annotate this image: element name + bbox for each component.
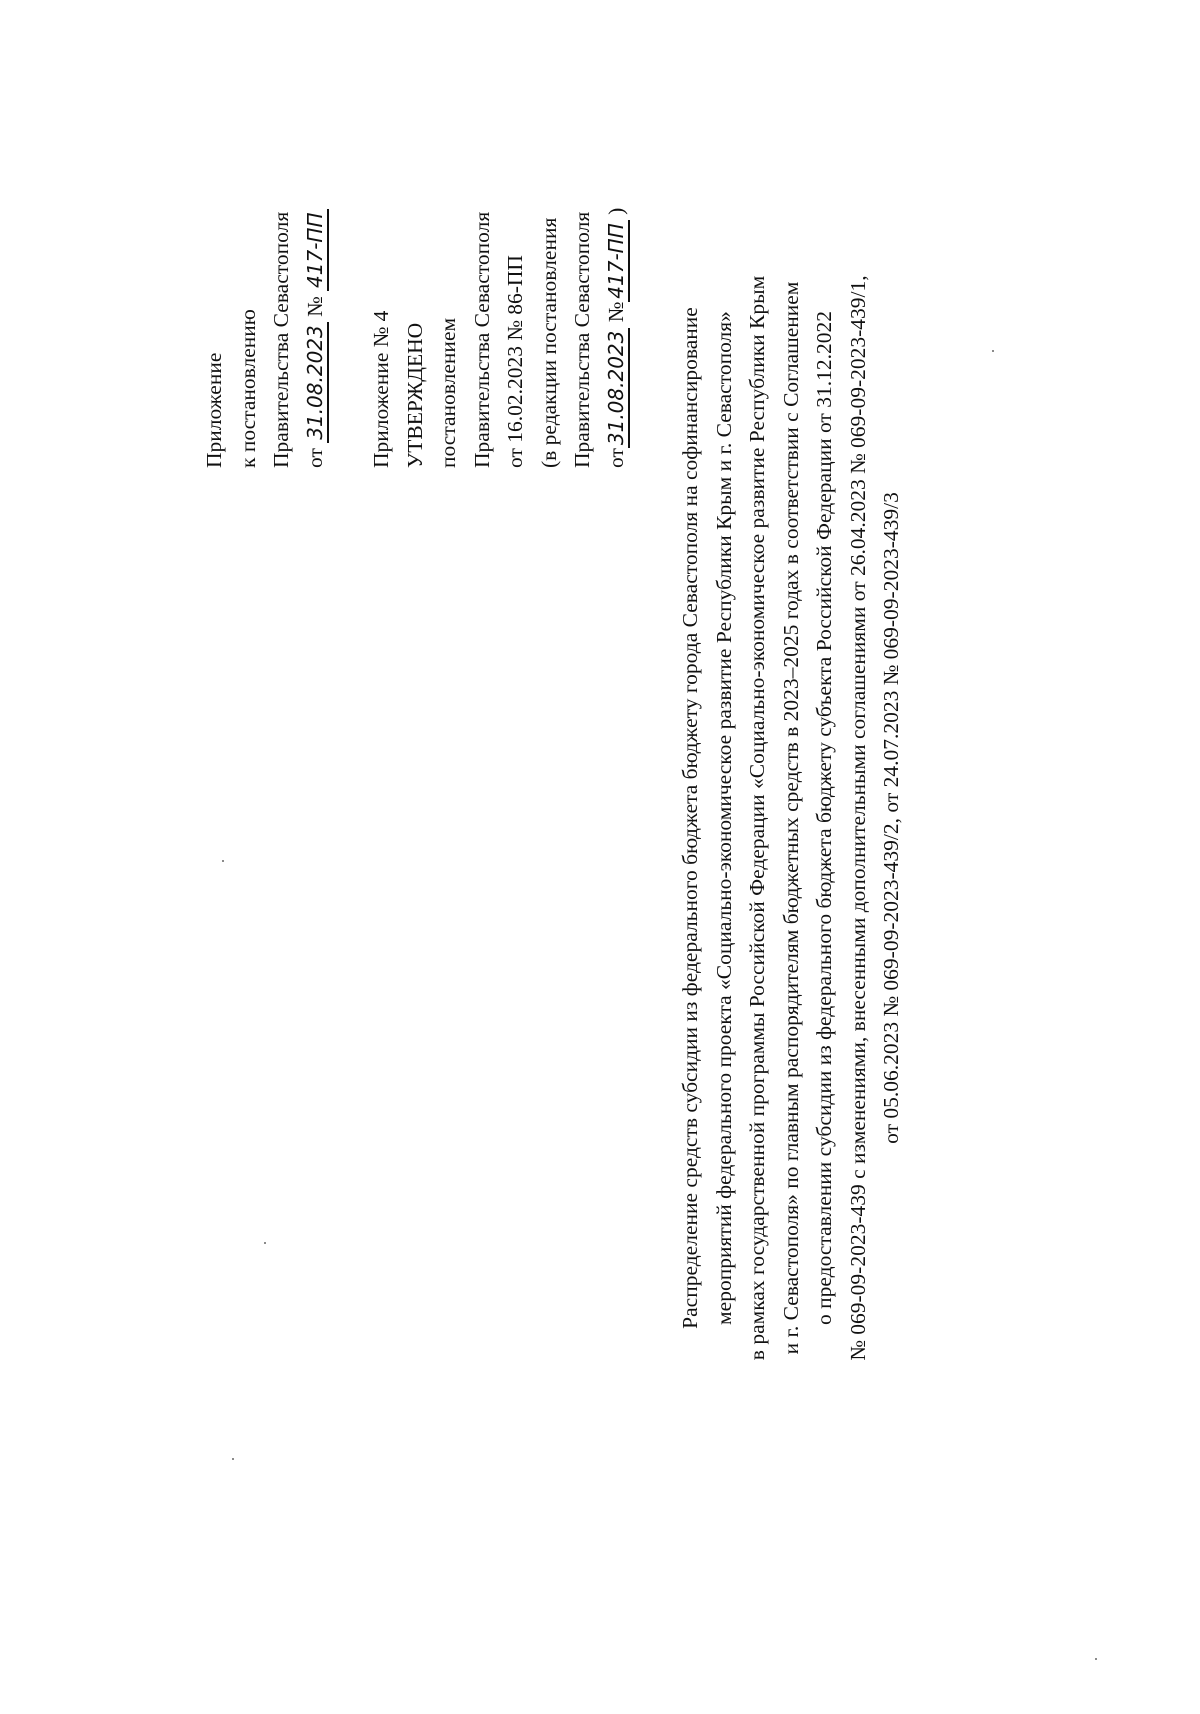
number-sign: №	[302, 296, 327, 317]
handwritten-date: 31.08.2023	[604, 328, 630, 449]
number-sign: №	[603, 301, 628, 323]
handwritten-number: 417-ПП	[303, 210, 329, 291]
handwritten-date: 31.08.2023	[303, 322, 329, 443]
approval-line: Приложение	[202, 352, 226, 468]
title-line: № 069-09-2023-439 с изменениями, внесенными дополнительными соглашениями от 26.04.2023 № 069-09-2023-439/1,	[845, 275, 870, 1361]
approval-line: Правительства Севастополя	[269, 211, 293, 468]
approval-line: от 16.02.2023 № 86-ПП	[503, 255, 527, 468]
approval-date-line	[299, 208, 333, 468]
approval-line: к постановлению	[235, 309, 260, 468]
approval-line: постановлением	[436, 317, 460, 468]
scan-speck	[264, 1242, 266, 1244]
title-line: от 05.06.2023 № 069-09-2023-439/2, от 24.07.2023 № 069-09-2023-439/3	[879, 492, 903, 1144]
scan-speck	[1095, 1658, 1097, 1660]
approval-date-line	[600, 208, 634, 468]
approval-line: Правительства Севастополя	[570, 211, 594, 468]
title-line: о предоставлении субсидии из федерального бюджета бюджету субъекта Российской Федерации от 31.12.2022	[812, 311, 836, 1325]
approval-line: (в редакции постановления	[536, 217, 561, 468]
title-line: Распределение средств субсидии из федерального бюджета бюджету города Севастополя на софинансирование	[678, 307, 702, 1329]
scan-speck	[992, 350, 994, 352]
document-title	[674, 158, 909, 1478]
date-prefix: от	[603, 448, 628, 468]
handwritten-number: 417-ПП	[604, 220, 630, 301]
title-line: в рамках государственной программы Российской Федерации «Социально-экономическое развитие Республики Крым	[745, 275, 769, 1361]
title-line: и г. Севастополя» по главным распорядителям бюджетных средств в 2023–2025 годах в соответствии с Соглашением	[778, 281, 803, 1355]
scan-speck	[232, 1458, 234, 1460]
approval-block	[198, 208, 633, 468]
title-line: мероприятий федерального проекта «Социально-экономическое развитие Республики Крым и г. Севастополя»	[711, 311, 736, 1325]
approval-line: УТВЕРЖДЕНО	[402, 322, 427, 468]
date-prefix: от	[302, 448, 327, 468]
closing-paren: )	[603, 207, 628, 215]
approval-line: Приложение № 4	[369, 310, 393, 468]
scan-speck	[222, 860, 224, 862]
approval-line: Правительства Севастополя	[469, 211, 494, 468]
